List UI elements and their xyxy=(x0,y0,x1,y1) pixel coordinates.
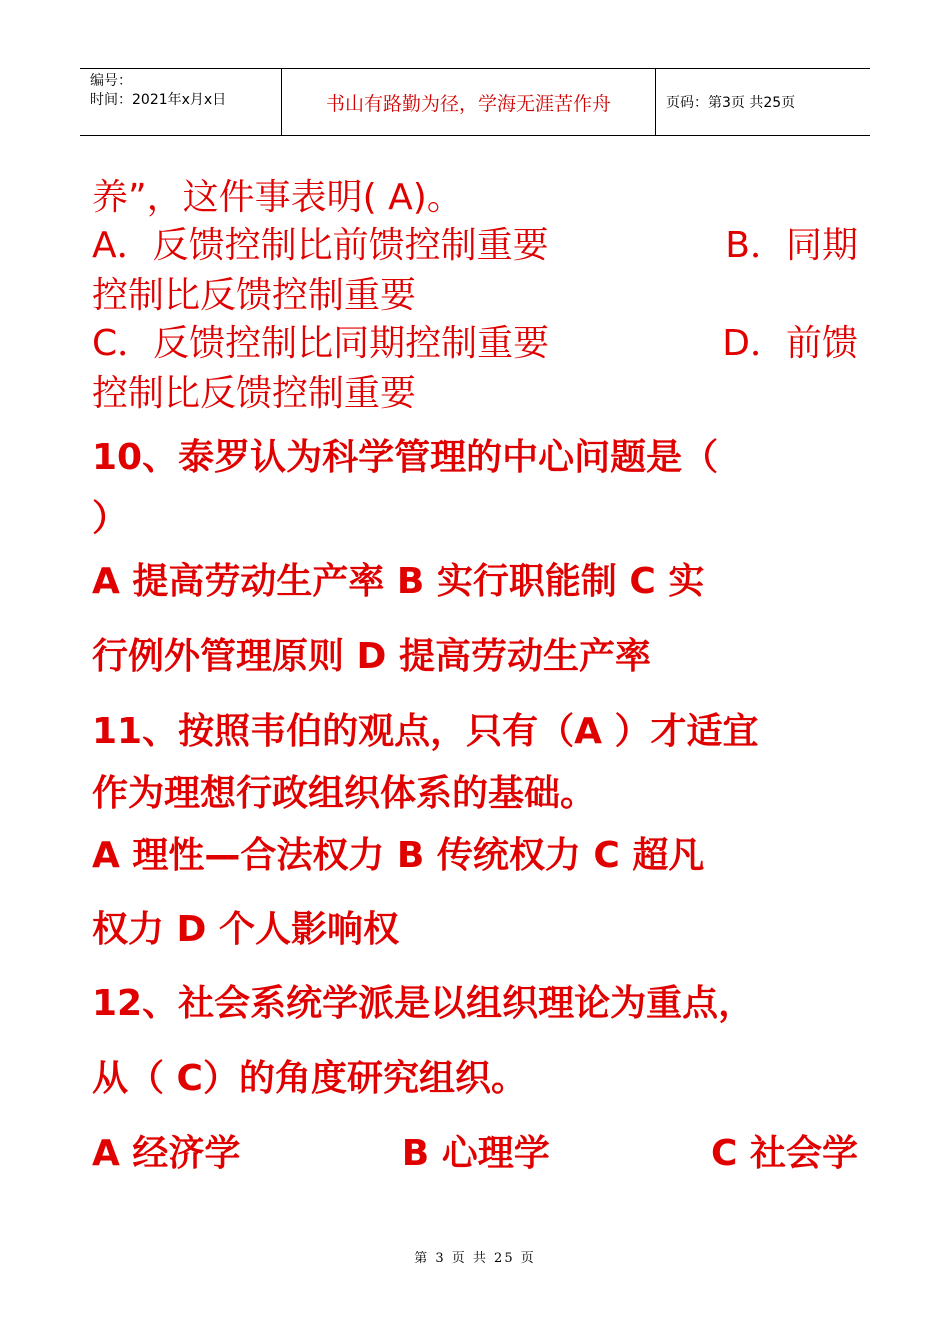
question-11-options: A 理性—合法权力 B 传统权力 C 超凡 xyxy=(92,835,705,876)
question-10-options-cont: 行例外管理原则 D 提高劳动生产率 xyxy=(92,636,651,677)
text-line: 控制比反馈控制重要 xyxy=(92,373,417,414)
question-11-options-cont: 权力 D 个人影响权 xyxy=(92,909,399,950)
header-page-info: 页码：第3页 共25页 xyxy=(666,95,796,111)
question-12-options xyxy=(92,1133,858,1174)
question-11-cont: 作为理想行政组织体系的基础。 xyxy=(92,773,597,814)
question-12: 12、社会系统学派是以组织理论为重点， xyxy=(92,983,755,1024)
header-motto: 书山有路勤为径，学海无涯苦作舟 xyxy=(282,69,656,135)
time-label: 时间：2021年x月x日 xyxy=(90,92,227,108)
serial-label: 编号： xyxy=(90,73,132,89)
option-line xyxy=(92,225,858,266)
option-a: A．反馈控制比前馈控制重要 xyxy=(92,225,549,266)
page-header xyxy=(80,68,870,136)
header-meta xyxy=(80,69,282,135)
option-b: B．同期 xyxy=(725,225,858,266)
question-11: 11、按照韦伯的观点，只有（A ）才适宜 xyxy=(92,711,759,752)
page-footer: 第 3 页 共 25 页 xyxy=(414,1251,536,1266)
option-b: B 心理学 xyxy=(401,1133,550,1174)
text-line: 养”，这件事表明( A)。 xyxy=(92,177,463,218)
option-a: A 经济学 xyxy=(92,1133,241,1174)
question-10-cont: ） xyxy=(92,498,129,539)
text-line: 控制比反馈控制重要 xyxy=(92,275,417,316)
option-c: C 社会学 xyxy=(711,1133,858,1174)
question-12-cont: 从（ C）的角度研究组织。 xyxy=(92,1058,527,1099)
option-line xyxy=(92,323,858,364)
option-c: C．反馈控制比同期控制重要 xyxy=(92,323,550,364)
question-10: 10、泰罗认为科学管理的中心问题是（ xyxy=(92,437,719,478)
question-10-options: A 提高劳动生产率 B 实行职能制 C 实 xyxy=(92,561,705,602)
option-d: D．前馈 xyxy=(722,323,858,364)
